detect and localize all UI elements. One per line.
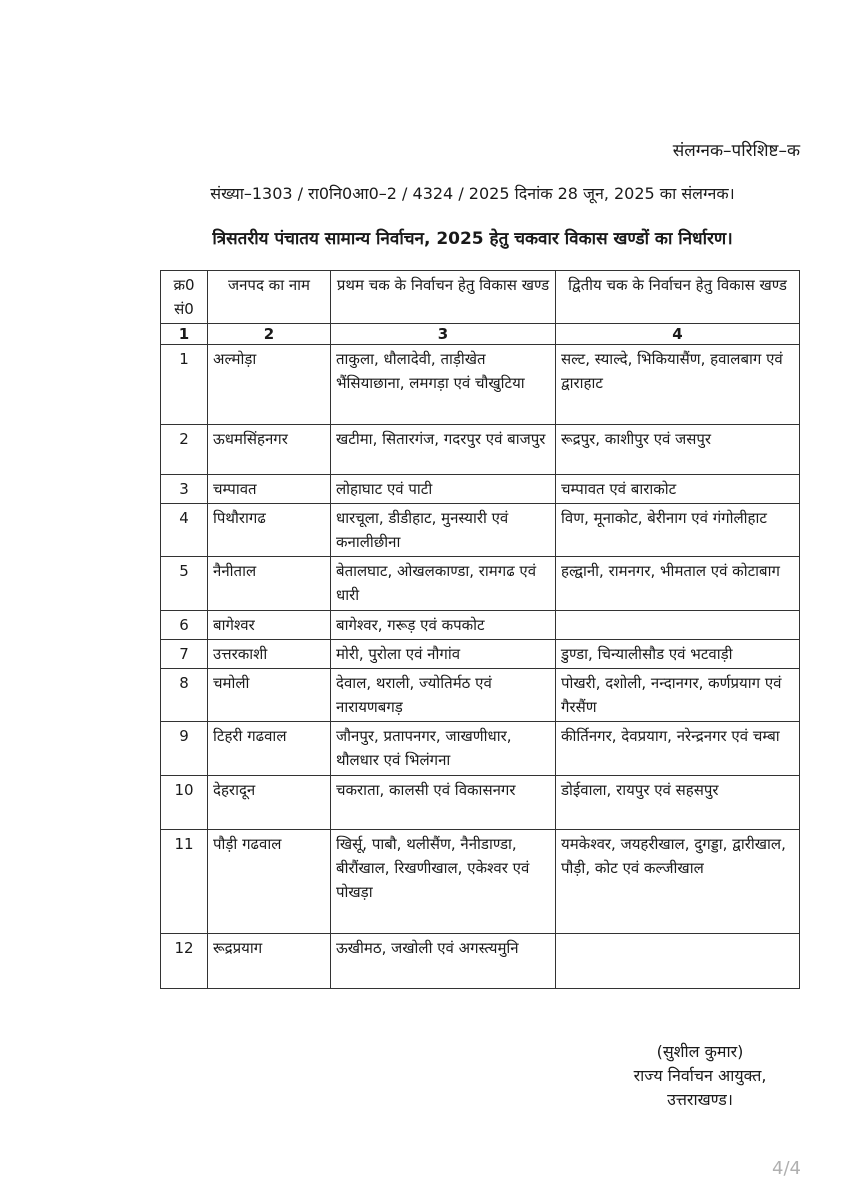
serial-cell: 4 <box>161 504 208 557</box>
header-phase2: द्वितीय चक के निर्वाचन हेतु विकास खण्ड <box>556 271 800 324</box>
phase1-blocks-cell: देवाल, थराली, ज्योतिर्मठ एवं नारायणबगड़ <box>331 669 556 722</box>
serial-cell: 3 <box>161 475 208 504</box>
serial-cell: 6 <box>161 611 208 640</box>
phase2-blocks-cell <box>556 611 800 640</box>
phase1-blocks-cell: ताकुला, धौलादेवी, ताड़ीखेत भैंसियाछाना, लमगड़ा एवं चौखुटिया <box>331 345 556 425</box>
header-district: जनपद का नाम <box>208 271 331 324</box>
phase2-blocks-cell: विण, मूनाकोट, बेरीनाग एवं गंगोलीहाट <box>556 504 800 557</box>
column-number: 1 <box>161 324 208 345</box>
phase2-blocks-cell: हल्द्वानी, रामनगर, भीमताल एवं कोटाबाग <box>556 557 800 611</box>
phase2-blocks-cell: यमकेश्वर, जयहरीखाल, दुगड्डा, द्वारीखाल, पौड़ी, कोट एवं कल्जीखाल <box>556 830 800 934</box>
phase1-blocks-cell: चकराता, कालसी एवं विकासनगर <box>331 776 556 830</box>
phase1-blocks-cell: धारचूला, डीडीहाट, मुनस्यारी एवं कनालीछीना <box>331 504 556 557</box>
table-row <box>161 934 800 989</box>
table-row <box>161 611 800 640</box>
district-cell: टिहरी गढवाल <box>208 722 331 776</box>
phase2-blocks-cell: सल्ट, स्याल्दे, भिकियासैंण, हवालबाग एवं द्वाराहाट <box>556 345 800 425</box>
serial-cell: 2 <box>161 425 208 475</box>
table-header-row <box>161 271 800 324</box>
phase1-blocks-cell: बेतालघाट, ओखलकाण्डा, रामगढ एवं धारी <box>331 557 556 611</box>
district-cell: चम्पावत <box>208 475 331 504</box>
table-row <box>161 669 800 722</box>
serial-cell: 5 <box>161 557 208 611</box>
table-row <box>161 425 800 475</box>
block-allocation-table <box>160 270 800 989</box>
column-number: 4 <box>556 324 800 345</box>
district-cell: ऊधमसिंहनगर <box>208 425 331 475</box>
table-row <box>161 557 800 611</box>
phase1-blocks-cell: खटीमा, सितारगंज, गदरपुर एवं बाजपुर <box>331 425 556 475</box>
signatory-state: उत्तराखण्ड। <box>667 1090 733 1109</box>
phase2-blocks-cell <box>556 934 800 989</box>
table-row <box>161 640 800 669</box>
table-row <box>161 722 800 776</box>
phase1-blocks-cell: लोहाघाट एवं पाटी <box>331 475 556 504</box>
district-cell: चमोली <box>208 669 331 722</box>
phase2-blocks-cell: पोखरी, दशोली, नन्दानगर, कर्णप्रयाग एवं गैरसैंण <box>556 669 800 722</box>
phase2-blocks-cell: कीर्तिनगर, देवप्रयाग, नरेन्द्रनगर एवं चम्बा <box>556 722 800 776</box>
phase2-blocks-cell: डुण्डा, चिन्यालीसौड एवं भटवाड़ी <box>556 640 800 669</box>
column-number: 2 <box>208 324 331 345</box>
phase1-blocks-cell: मोरी, पुरोला एवं नौगांव <box>331 640 556 669</box>
phase2-blocks-cell: रूद्रपुर, काशीपुर एवं जसपुर <box>556 425 800 475</box>
serial-cell: 1 <box>161 345 208 425</box>
district-cell: बागेश्वर <box>208 611 331 640</box>
district-cell: पौड़ी गढवाल <box>208 830 331 934</box>
header-phase1: प्रथम चक के निर्वाचन हेतु विकास खण्ड <box>331 271 556 324</box>
table-row <box>161 475 800 504</box>
header-serial: क्र0 सं0 <box>161 271 208 324</box>
signature-block <box>600 1040 800 1112</box>
district-cell: नैनीताल <box>208 557 331 611</box>
serial-cell: 7 <box>161 640 208 669</box>
district-cell: अल्मोड़ा <box>208 345 331 425</box>
signatory-designation: राज्य निर्वाचन आयुक्त, <box>633 1066 767 1085</box>
serial-cell: 9 <box>161 722 208 776</box>
table-row <box>161 830 800 934</box>
table-row <box>161 345 800 425</box>
phase2-blocks-cell: डोईवाला, रायपुर एवं सहसपुर <box>556 776 800 830</box>
phase2-blocks-cell: चम्पावत एवं बाराकोट <box>556 475 800 504</box>
district-cell: उत्तरकाशी <box>208 640 331 669</box>
serial-cell: 10 <box>161 776 208 830</box>
phase1-blocks-cell: बागेश्वर, गरूड़ एवं कपकोट <box>331 611 556 640</box>
document-title: त्रिसतरीय पंचातय सामान्य निर्वाचन, 2025 हेतु चकवार विकास खण्डों का निर्धारण। <box>212 229 733 249</box>
serial-cell: 11 <box>161 830 208 934</box>
phase1-blocks-cell: खिर्सू, पाबौ, थलीसैंण, नैनीडाण्डा, बीरौंखाल, रिखणीखाल, एकेश्वर एवं पोखड़ा <box>331 830 556 934</box>
signatory-name: (सुशील कुमार) <box>656 1042 744 1061</box>
annexure-label: संलग्नक–परिशिष्ट–क <box>672 141 800 161</box>
page-indicator: 4/4 <box>772 1158 801 1179</box>
phase1-blocks-cell: जौनपुर, प्रतापनगर, जाखणीधार, थौलधार एवं भिलंगना <box>331 722 556 776</box>
table-row <box>161 776 800 830</box>
serial-cell: 12 <box>161 934 208 989</box>
district-cell: पिथौरागढ <box>208 504 331 557</box>
column-number: 3 <box>331 324 556 345</box>
reference-line: संख्या–1303 / रा0नि0आ0–2 / 4324 / 2025 दिनांक 28 जून, 2025 का संलग्नक। <box>210 184 735 203</box>
serial-cell: 8 <box>161 669 208 722</box>
column-number-row <box>161 324 800 345</box>
table-row <box>161 504 800 557</box>
district-cell: देहरादून <box>208 776 331 830</box>
district-cell: रूद्रप्रयाग <box>208 934 331 989</box>
phase1-blocks-cell: ऊखीमठ, जखोली एवं अगस्त्यमुनि <box>331 934 556 989</box>
